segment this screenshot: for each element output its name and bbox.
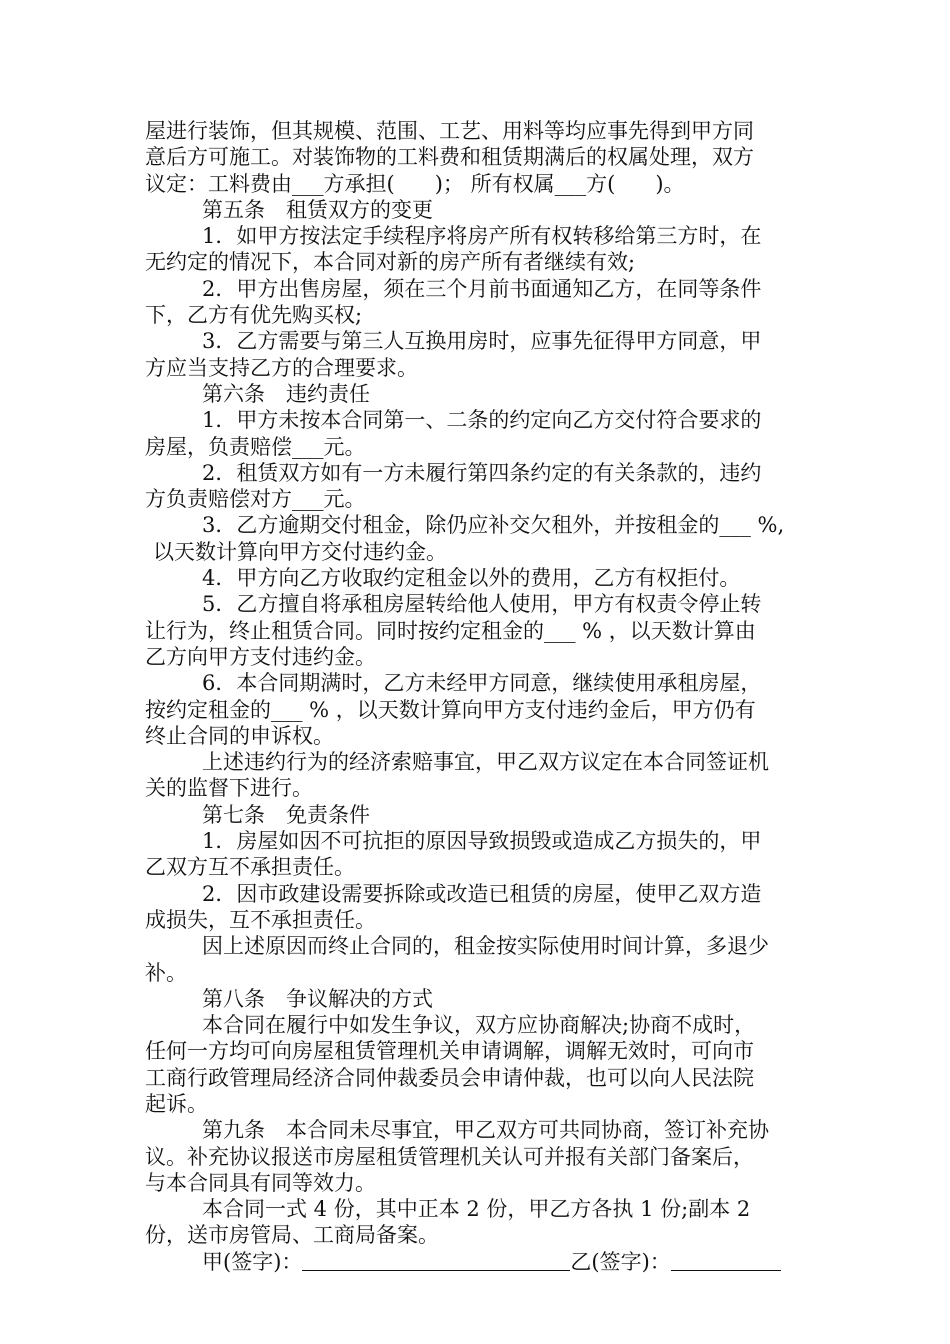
text-line: 意后方可施工。对装饰物的工料费和租赁期满后的权属处理，双方 <box>145 145 754 170</box>
text-line: 本合同在履行中如发生争议，双方应协商解决;协商不成时， <box>202 1013 756 1038</box>
text-line: 1．如甲方按法定手续程序将房产所有权转移给第三方时，在 <box>202 224 762 249</box>
text-line: 第八条 争议解决的方式 <box>202 986 433 1011</box>
text-line: 以天数计算向甲方交付违约金。 <box>153 539 447 564</box>
text-line: 4．甲方向乙方收取约定租金以外的费用，乙方有权拒付。 <box>202 566 741 591</box>
text-line: 1．甲方未按本合同第一、二条的约定向乙方交付符合要求的 <box>202 408 762 433</box>
text-line: 第六条 违约责任 <box>202 381 370 406</box>
text-line: 2．甲方出售房屋，须在三个月前书面通知乙方，在同等条件 <box>202 276 762 301</box>
text-line: 起诉。 <box>145 1091 208 1116</box>
text-line: 因上述原因而终止合同的，租金按实际使用时间计算，多退少 <box>202 934 769 959</box>
text-line: 关的监督下进行。 <box>145 776 313 801</box>
text-line: 6．本合同期满时，乙方未经甲方同意，继续使用承租房屋， <box>202 671 762 696</box>
text-line: 议。补充协议报送市房屋租赁管理机关认可并报有关部门备案后， <box>145 1144 754 1169</box>
party-b-signature-blank <box>671 1250 781 1271</box>
text-line: 房屋，负责赔偿___元。 <box>145 434 366 459</box>
text-line: 5．乙方擅自将承租房屋转给他人使用，甲方有权责令停止转 <box>202 592 762 617</box>
text-line: 2．租赁双方如有一方未履行第四条约定的有关条款的，违约 <box>202 460 762 485</box>
text-line: 乙方向甲方支付违约金。 <box>145 644 376 669</box>
text-line: 无约定的情况下，本合同对新的房产所有者继续有效; <box>145 250 636 275</box>
text-line: 第七条 免责条件 <box>202 802 370 827</box>
text-line: 屋进行装饰，但其规模、范围、工艺、用料等均应事先得到甲方同 <box>145 119 754 143</box>
text-line: 终止合同的申诉权。 <box>145 723 334 748</box>
text-line: 2．因市政建设需要拆除或改造已租赁的房屋，使甲乙双方造 <box>202 881 762 906</box>
text-line: 补。 <box>145 960 187 985</box>
text-line: 3．乙方需要与第三人互换用房时，应事先征得甲方同意，甲 <box>202 329 762 354</box>
text-line: 第九条 本合同未尽事宜，甲乙双方可共同协商，签订补充协 <box>202 1118 769 1143</box>
text-line: 下，乙方有优先购买权; <box>145 303 363 328</box>
text-line: 议定：工料费由___方承担( )； 所有权属___方( )。 <box>145 171 685 196</box>
text-line: 上述违约行为的经济索赔事宜，甲乙双方议定在本合同签证机 <box>202 750 769 775</box>
text-line: 本合同一式 4 份，其中正本 2 份，甲乙方各执 1 份;副本 2 <box>202 1197 751 1222</box>
text-line: 成损失，互不承担责任。 <box>145 907 376 932</box>
text-line: 第五条 租赁双方的变更 <box>202 197 433 222</box>
contract-lines <box>145 118 815 1249</box>
party-b-signature-label: 乙(签字)： <box>570 1249 671 1274</box>
text-line: 方负责赔偿对方___元。 <box>145 487 366 512</box>
party-a-signature-label: 甲(签字)： <box>202 1249 303 1274</box>
text-line: 让行为，终止租赁合同。同时按约定租金的___ % ，以天数计算由 <box>145 618 756 643</box>
text-line: 与本合同具有同等效力。 <box>145 1170 376 1195</box>
text-line: 工商行政管理局经济合同仲裁委员会申请仲裁，也可以向人民法院 <box>145 1065 754 1090</box>
text-line: 3．乙方逾期交付租金，除仍应补交欠租外，并按租金的___ %, <box>202 513 785 538</box>
text-line: 按约定租金的___ % ，以天数计算向甲方支付违约金后，甲方仍有 <box>145 697 756 722</box>
text-line: 任何一方均可向房屋租赁管理机关申请调解，调解无效时，可向市 <box>145 1039 754 1064</box>
text-line: 1．房屋如因不可抗拒的原因导致损毁或造成乙方损失的，甲 <box>202 829 762 854</box>
signature-line <box>145 1249 815 1275</box>
party-a-signature-blank <box>302 1250 570 1271</box>
text-line: 乙双方互不承担责任。 <box>145 855 355 880</box>
text-line: 份，送市房管局、工商局备案。 <box>145 1223 439 1248</box>
text-line: 方应当支持乙方的合理要求。 <box>145 355 418 380</box>
contract-body <box>145 118 815 1275</box>
